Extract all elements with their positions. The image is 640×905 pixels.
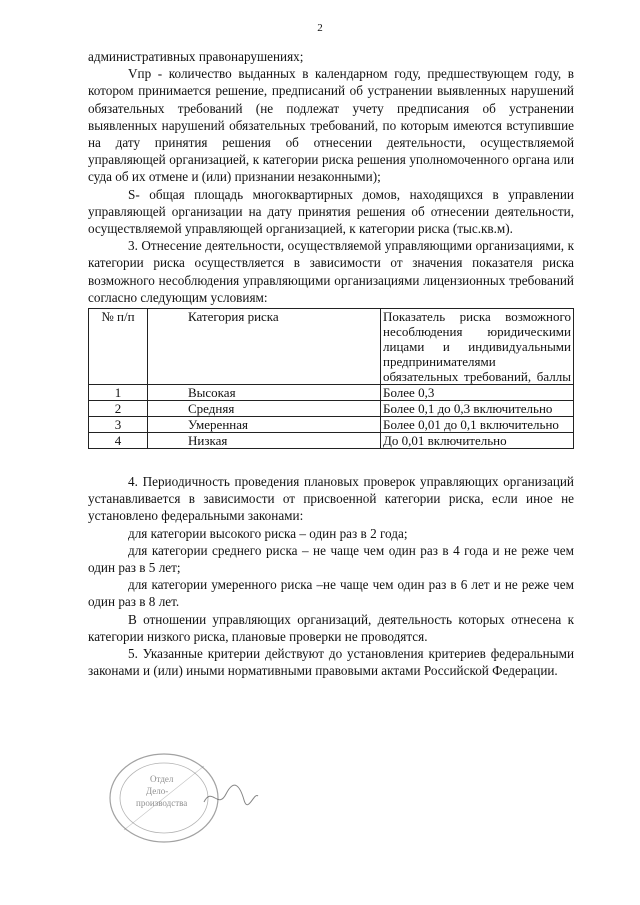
row-category: Средняя [148,401,381,417]
document-body [88,48,574,679]
table-row [89,385,574,401]
table-row [89,401,574,417]
header-category: Категория риска [148,309,381,385]
risk-category-table [88,308,574,449]
row-num: 1 [89,385,148,401]
page-number: 2 [317,22,323,34]
paragraph-medium-risk: для категории среднего риска – не чаще чем один раз в 4 года и не реже чем один раз в 5 лет; [88,542,574,576]
paragraph-low-risk: В отношении управляющих организаций, деятельность которых отнесена к категории низкого риска, плановые проверки не проводятся. [88,611,574,644]
row-num: 3 [89,417,148,433]
row-category: Низкая [148,433,381,449]
row-category: Умеренная [148,417,381,433]
svg-text:Отдел: Отдел [150,774,174,784]
header-indicator: Показатель риска возможного несоблюдения юридическими лицами и индивидуальными предпринимателями обязательных требований, баллы [381,309,574,385]
paragraph-item-4: 4. Периодичность проведения плановых проверок управляющих организаций устанавливается в зависимости от присвоенной категории риска, если иное не установлено федеральными законами: [88,474,574,524]
paragraph-continuation: административных правонарушениях; [88,49,304,64]
row-num: 4 [89,433,148,449]
table-row [89,433,574,449]
paragraph-s-definition: S- общая площадь многоквартирных домов, находящихся в управлении управляющей организации на дату принятия решения об отнесении деятельности, осуществляемой управляющей организацией, к категории риска (тыс.кв.м). [88,186,574,237]
header-num: № п/п [89,309,148,385]
row-value: Более 0,01 до 0,1 включительно [381,417,574,433]
paragraph-item-3: 3. Отнесение деятельности, осуществляемой управляющими организациями, к категории риска осуществляется в зависимости от значения показателя риска возможного несоблюдения управляющими организациями лицензионных требований согласно следующим условиям: [88,238,574,305]
row-num: 2 [89,401,148,417]
svg-text:Дело-: Дело- [146,786,169,796]
signature-scribble-icon [200,782,260,812]
row-value: Более 0,1 до 0,3 включительно [381,401,574,417]
table-row [89,417,574,433]
paragraph-moderate-risk: для категории умеренного риска –не чаще чем один раз в 6 лет и не реже чем один раз в 8 лет. [88,577,574,610]
row-category: Высокая [148,385,381,401]
table-header-row [89,309,574,385]
svg-text:производства: производства [136,798,188,808]
paragraph-vpr-definition: Vпр - количество выданных в календарном году, предшествующем году, в котором принимается решение, предписаний об устранении выявленных нарушений обязательных требований (не подлежат учету предписания об устранении выявленных нарушений обязательных требований, по которым имеются вступившие на дату принятия решения об отнесении деятельности, осуществляемой управляющей организацией, к категории риска решения уполномоченного органа или суда об их отмене и (или) признании незаконными); [88,66,574,185]
row-value: До 0,01 включительно [381,433,574,449]
row-value: Более 0,3 [381,385,574,401]
paragraph-high-risk: для категории высокого риска – один раз в 2 года; [128,525,408,541]
paragraph-item-5: 5. Указанные критерии действуют до установления критериев федеральными законами и (или) иными нормативными правовыми актами Российской Федерации. [88,646,574,679]
